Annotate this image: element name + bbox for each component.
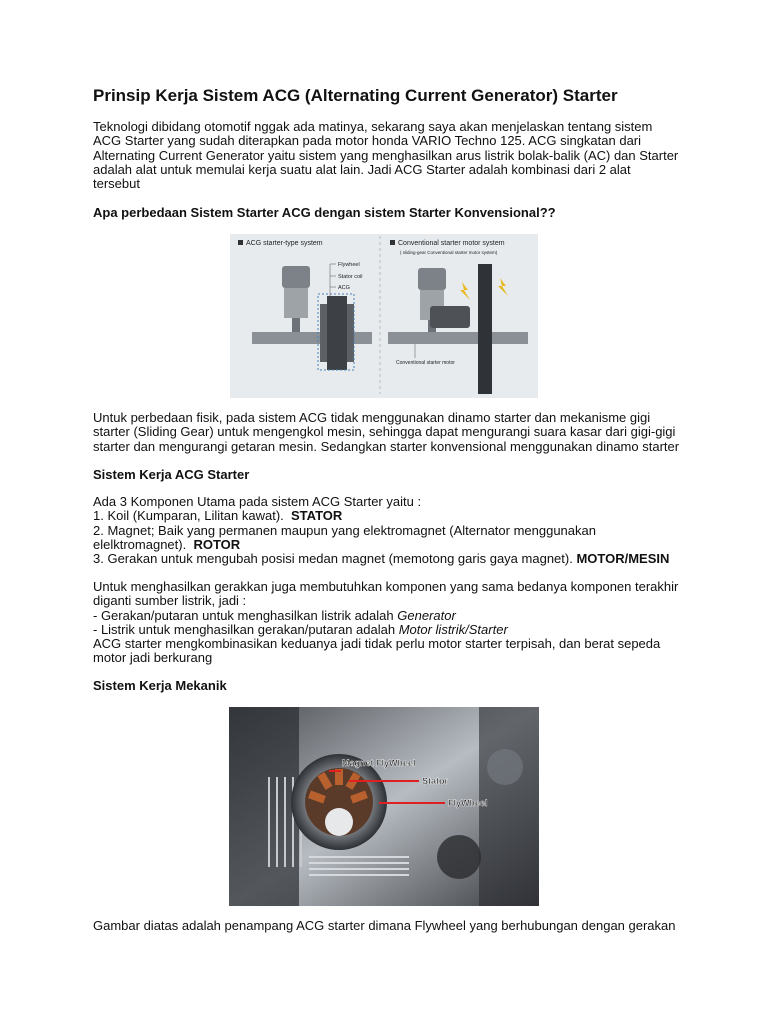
difference-line: starter (Sliding Gear) untuk mengengkol mesin, sehingga dapat mengurangi suara kasar dari gigi-gigi [93,424,676,440]
component-item-1 [93,509,683,523]
heading-mechanic: Sistem Kerja Mekanik [93,678,227,693]
component-item-2-text: elelktromagnet). [93,536,187,552]
heading-system: Sistem Kerja ACG Starter [93,467,250,482]
component-item-2a: 2. Magnet; Baik yang permanen maupun yang elektromagnet (Alternator menggunakan [93,522,596,538]
diagram-illustration [230,234,538,398]
explain-line-4-text: - Listrik untuk menghasilkan gerakan/putaran adalah [93,621,396,637]
explain-line: ACG starter mengkombinasikan keduanya jadi tidak perlu motor starter terpisah, dan berat sepeda [93,636,661,652]
component-item-1-text: 1. Koil (Kumparan, Lilitan kawat). [93,508,284,524]
intro-line: Teknologi dibidang otomotif nggak ada matinya, sekarang saya akan menjelaskan tentang sistem [93,119,653,134]
explain-line [93,623,683,637]
stator-coil-label: Stator coil [338,274,363,280]
right-panel-subtitle: ( sliding-gear Conventional starter motor system) [400,250,498,255]
intro-line: tersebut [93,176,140,192]
difference-line: starter dan mengurangi getaran mesin. Sedangkan starter konvensional menggunakan dinamo starter [93,438,680,454]
conventional-motor-label: Conventional starter motor [396,360,455,366]
component-item-2-bold: ROTOR [193,536,241,552]
explain-line-4-italic: Motor listrik/Starter [398,621,508,637]
explain-line: Untuk menghasilkan gerakkan juga membutuhkan komponen yang sama bedanya komponen terakhir [93,579,679,594]
components-intro: Ada 3 Komponen Utama pada sistem ACG Starter yaitu : [93,494,422,509]
flywheel-photo-label: FlyWheel [448,798,488,808]
explain-paragraph [93,580,683,666]
flywheel-label: Flywheel [338,262,360,268]
explain-line-3-text: - Gerakan/putaran untuk menghasilkan listrik adalah [93,607,394,623]
explain-line-3-italic: Generator [397,607,456,623]
component-item-2b [93,538,683,552]
right-panel-title: Conventional starter motor system [398,240,505,247]
caption-line: Gambar diatas adalah penampang ACG starter dimana Flywheel yang berhubungan dengan gerakan [93,918,676,933]
acg-cutaway-photo [229,707,539,906]
explain-line: motor jadi berkurang [93,650,213,666]
left-panel-title: ACG starter-type system [246,240,323,247]
stator-label: Stator [422,776,449,786]
intro-line: ACG Starter yang sudah diterapkan pada motor honda VARIO Techno 125. ACG singkatan dari [93,133,642,149]
intro-line: adalah alat untuk memulai kerja suatu alat lain. Jadi ACG Starter adalah kombinasi dari 2 alat [93,161,631,177]
difference-line: Untuk perbedaan fisik, pada sistem ACG tidak menggunakan dinamo starter dan mekanisme gigi [93,410,651,425]
intro-paragraph [93,120,683,191]
components-list [93,495,683,566]
cutaway-illustration [229,707,539,906]
magnet-flywheel-label: Magnet FlyWheel [342,758,416,768]
component-item-3-text: 3. Gerakan untuk mengubah posisi medan magnet (memotong garis gaya magnet). [93,551,573,567]
intro-line: Alternating Current Generator yaitu sistem yang menghasilkan arus listrik bolak-balik (AC) dan Starter [93,147,679,163]
acg-label: ACG [338,285,350,291]
component-item-3 [93,552,683,566]
explain-line: diganti sumber listrik, jadi : [93,593,247,609]
explain-line [93,609,683,623]
caption-paragraph [93,919,683,933]
component-item-1-bold: STATOR [291,508,343,524]
heading-difference: Apa perbedaan Sistem Starter ACG dengan sistem Starter Konvensional?? [93,205,556,220]
component-item-3-bold: MOTOR/MESIN [576,551,670,567]
difference-paragraph [93,411,683,454]
acg-vs-conventional-diagram [230,234,538,398]
page-title: Prinsip Kerja Sistem ACG (Alternating Current Generator) Starter [93,86,618,105]
